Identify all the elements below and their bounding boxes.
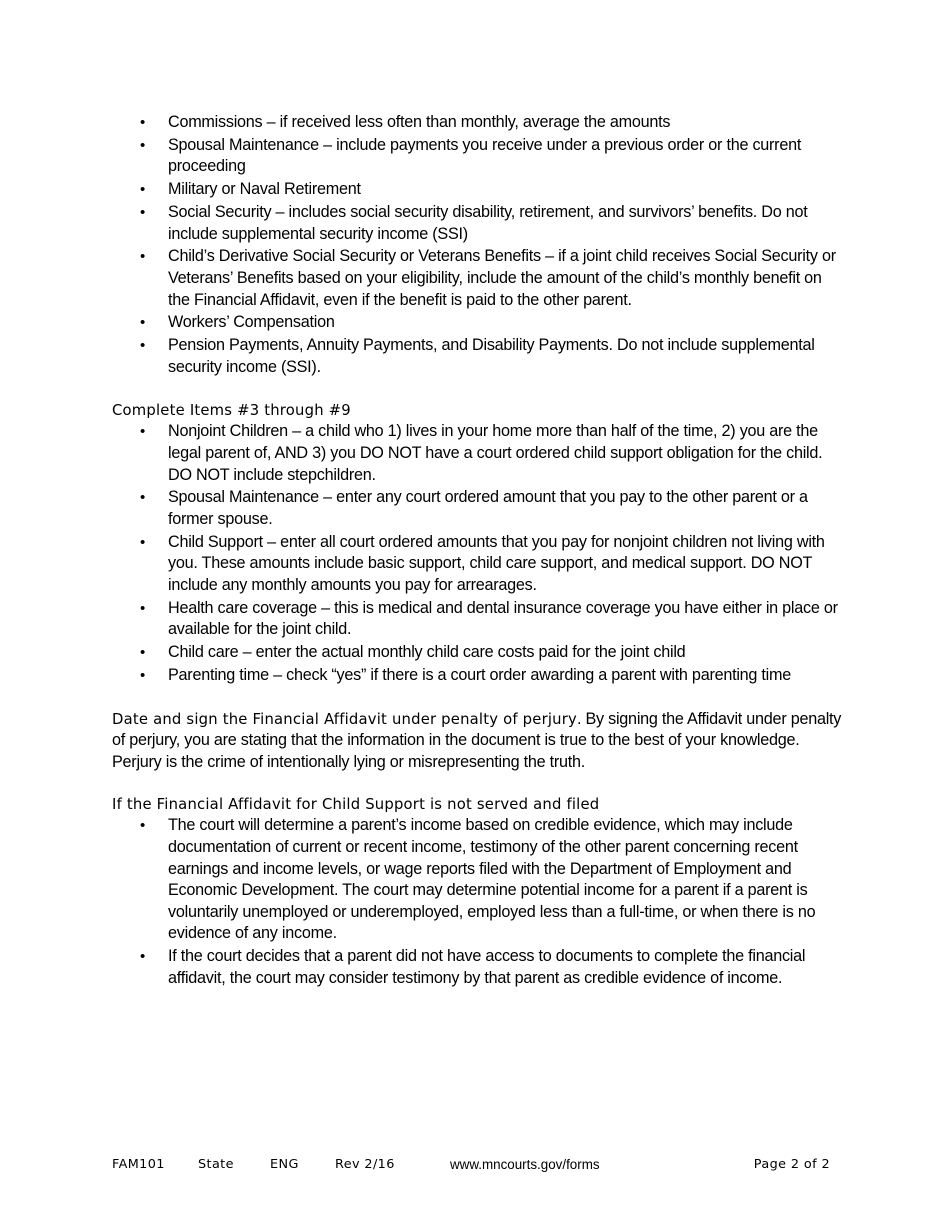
list-item: • Social Security – includes social security disability, retirement, and survivors’ benefits. Do not include supplemental security income (SSI) <box>168 202 844 245</box>
document-page <box>112 112 844 991</box>
page-footer <box>112 1157 830 1173</box>
sign-heading: Date and sign the Financial Affidavit under penalty of perjury <box>112 710 577 728</box>
list-item: • Pension Payments, Annuity Payments, and Disability Payments. Do not include supplemental security income (SSI). <box>168 335 844 378</box>
list-item: • Health care coverage – this is medical and dental insurance coverage you have either in place or available for the joint child. <box>168 598 844 641</box>
items-3-9-list <box>112 421 844 686</box>
list-item: • The court will determine a parent’s income based on credible evidence, which may include documentation of current or recent income, testimony of the other parent concerning recent earnings and income levels, or wage reports filed with the Department of Employment and Economic Development. The court may determine potential income for a parent if a parent is voluntarily unemployed or underemployed, employed less than a full-time, or when there is no evidence of any income. <box>168 815 844 945</box>
form-revision: Rev 2/16 <box>335 1157 395 1172</box>
income-list <box>112 112 844 378</box>
list-item: • Workers’ Compensation <box>168 312 844 334</box>
list-item: • Nonjoint Children – a child who 1) lives in your home more than half of the time, 2) you are the legal parent of, AND 3) you DO NOT have a court ordered child support obligation for the child. DO NOT include stepchildren. <box>168 421 844 486</box>
page-number: Page 2 of 2 <box>753 1157 830 1172</box>
form-language: ENG <box>270 1157 299 1172</box>
sign-paragraph <box>112 709 844 774</box>
list-item: • Child care – enter the actual monthly child care costs paid for the joint child <box>168 642 844 664</box>
form-state: State <box>198 1157 234 1172</box>
list-item: • Child Support – enter all court ordered amounts that you pay for nonjoint children not living with you. These amounts include basic support, child care support, and medical support. DO NOT include any monthly amounts you pay for arrearages. <box>168 532 844 597</box>
form-id: FAM101 <box>112 1157 165 1172</box>
list-item: • Commissions – if received less often than monthly, average the amounts <box>168 112 844 134</box>
list-item: • Child’s Derivative Social Security or Veterans Benefits – if a joint child receives Social Security or Veterans’ Benefits based on your eligibility, include the amount of the child’s monthly benefit on the Financial Affidavit, even if the benefit is paid to the other parent. <box>168 246 844 311</box>
sign-text: . By signing the Affidavit under penalty of perjury, you are stating that the information in the document is true to the best of your knowledge. Perjury is the crime of intentionally lying or misrepresenting the truth. <box>112 709 842 771</box>
list-item: • Military or Naval Retirement <box>168 179 844 201</box>
section-heading-not-served: If the Financial Affidavit for Child Support is not served and filed <box>112 796 600 814</box>
section-heading-items-3-9: Complete Items #3 through #9 <box>112 402 351 420</box>
list-item: • Spousal Maintenance – enter any court ordered amount that you pay to the other parent or a former spouse. <box>168 487 844 530</box>
list-item: • If the court decides that a parent did not have access to documents to complete the financial affidavit, the court may consider testimony by that parent as credible evidence of income. <box>168 946 844 989</box>
list-item: • Parenting time – check “yes” if there is a court order awarding a parent with parenting time <box>168 665 844 687</box>
not-served-list <box>112 815 844 989</box>
forms-url: www.mncourts.gov/forms <box>450 1157 600 1172</box>
list-item: • Spousal Maintenance – include payments you receive under a previous order or the current proceeding <box>168 135 844 178</box>
